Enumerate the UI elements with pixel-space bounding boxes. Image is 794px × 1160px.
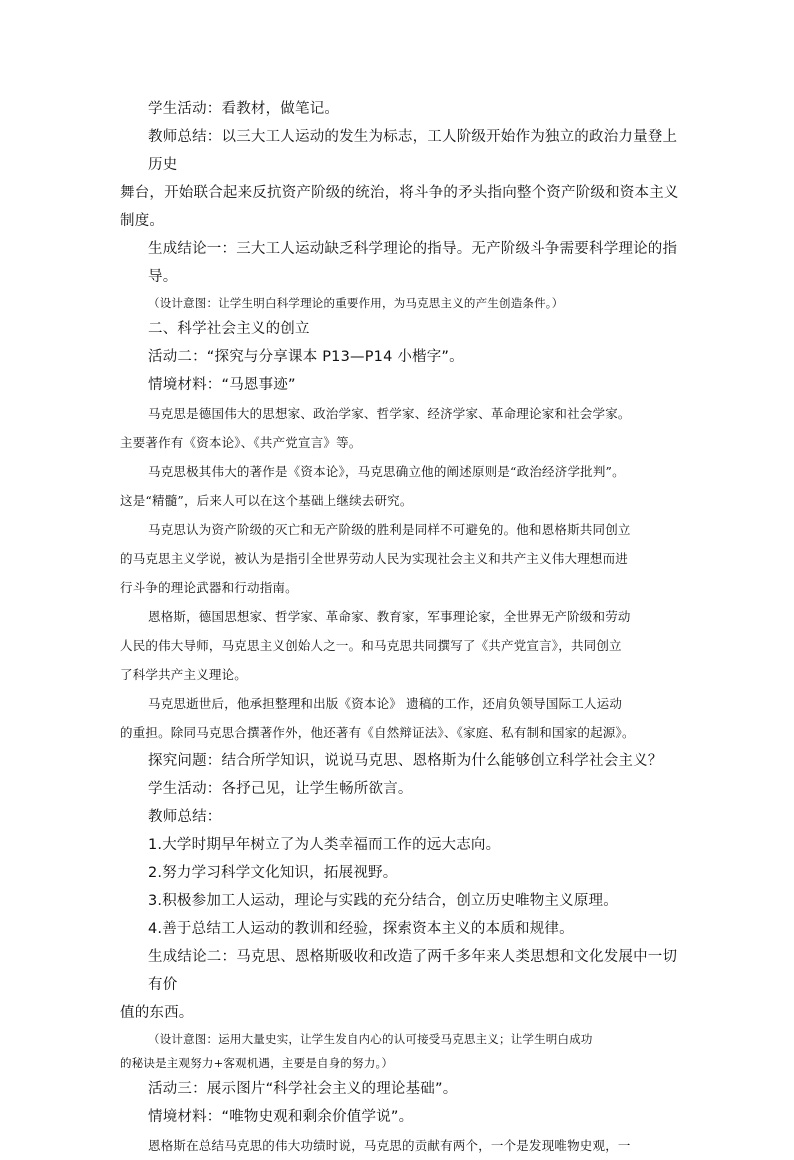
text-line: 生成结论一：三大工人运动缺乏科学理论的指导。无产阶级斗争需要科学理论的指导。 [148, 241, 678, 285]
text-line: 学生活动：看教材，做笔记。 [148, 101, 340, 117]
text-line: 值的东西。 [120, 1005, 194, 1021]
design-note: 的秘诀是主观努力+客观机遇，主要是自身的努力。） [120, 1056, 394, 1070]
text-line: 活动三：展示图片“科学社会主义的理论基础”。 [148, 1081, 458, 1097]
text-line: 活动二：“探究与分享课本 P13—P14 小楷字”。 [148, 349, 464, 365]
text-line: 教师总结： [148, 809, 222, 825]
material-line: 的重担。除同马克思合撰著作外，他还著有《自然辩证法》、《家庭、私有制和国家的起源》。 [120, 725, 635, 740]
design-note: （设计意图：让学生明白科学理论的重要作用，为马克思主义的产生创造条件。） [148, 296, 564, 310]
text-line: 舞台，开始联合起来反抗资产阶级的统治，将斗争的矛头指向整个资产阶级和资本主义制度。 [120, 185, 679, 229]
material-line: 行斗争的理论武器和行动指南。 [120, 580, 298, 595]
list-item: 4.善于总结工人运动的教训和经验，探索资本主义的本质和规律。 [148, 921, 574, 937]
text-line: 情境材料：“马恩事迹” [148, 377, 296, 393]
list-item: 1.大学时期早年树立了为人类幸福而工作的远大志向。 [148, 837, 501, 853]
list-item: 2.努力学习科学文化知识，拓展视野。 [148, 865, 398, 881]
material-line: 人民的伟大导师，马克思主义创始人之一。和马克思共同撰写了《共产党宣言》，共同创立 [120, 638, 622, 653]
design-note: （设计意图：运用大量史实，让学生发自内心的认可接受马克思主义；让学生明白成功 [148, 1032, 593, 1046]
material-line: 了科学共产主义理论。 [120, 667, 248, 682]
section-heading: 二、科学社会主义的创立 [148, 321, 310, 337]
document-page [120, 95, 680, 1160]
material-line: 恩格斯，德国思想家、哲学家、革命家、教育家，军事理论家，全世界无产阶级和劳动 [148, 609, 631, 624]
list-item: 3.积极参加工人运动，理论与实践的充分结合，创立历史唯物主义原理。 [148, 893, 618, 909]
material-line: 主要著作有《资本论》、《共产党宣言》等。 [120, 435, 362, 450]
material-line: 这是“精髓”，后来人可以在这个基础上继续去研究。 [120, 493, 413, 508]
text-line: 学生活动：各抒己见，让学生畅所欲言。 [148, 781, 413, 797]
text-line: 生成结论二：马克思、恩格斯吸收和改造了两千多年来人类思想和文化发展中一切有价 [148, 949, 678, 993]
text-line: 探究问题：结合所学知识，说说马克思、恩格斯为什么能够创立科学社会主义？ [148, 753, 663, 769]
material-line: 马克思逝世后，他承担整理和出版《资本论》 遗稿的工作，还肩负领导国际工人运动 [148, 696, 623, 711]
material-line: 马克思极其伟大的著作是《资本论》，马克思确立他的阐述原则是“政治经济学批判”。 [148, 464, 625, 479]
material-line: 马克思认为资产阶级的灭亡和无产阶级的胜利是同样不可避免的。他和恩格斯共同创立 [148, 522, 631, 537]
text-line: 情境材料：“唯物史观和剩余价值学说”。 [148, 1109, 414, 1125]
text-line: 教师总结：以三大工人运动的发生为标志，工人阶级开始作为独立的政治力量登上历史 [148, 129, 678, 173]
material-line: 马克思是德国伟大的思想家、政治学家、哲学家、经济学家、革命理论家和社会学家。 [148, 406, 631, 421]
material-line: 恩格斯在总结马克思的伟大功绩时说，马克思的贡献有两个，一个是发现唯物史观，一 [148, 1138, 631, 1153]
material-line: 的马克思主义学说，被认为是指引全世界劳动人民为实现社会主义和共产主义伟大理想而进 [120, 551, 629, 566]
